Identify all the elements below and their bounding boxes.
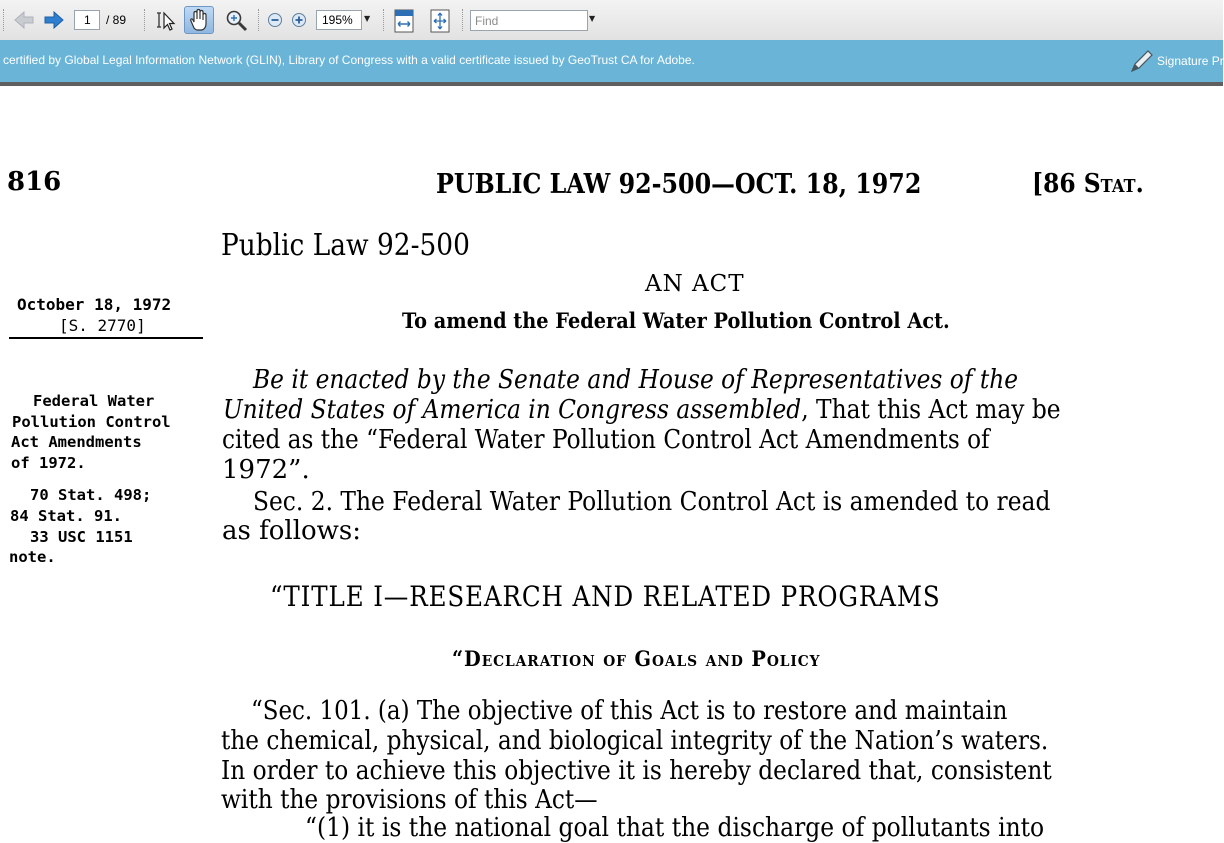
zoom-dropdown-arrow[interactable]: ▼	[364, 14, 371, 23]
law-title: Public Law 92-500	[221, 228, 470, 263]
separator	[144, 9, 147, 31]
section-101-line: In order to achieve this objective it is hereby declared that, consistent	[221, 756, 1052, 786]
section-101-line: with the provisions of this Act—	[221, 785, 598, 815]
margin-rule	[9, 337, 203, 339]
margin-bill-number: [S. 2770]	[59, 316, 146, 335]
enacting-clause-line: 1972”.	[222, 455, 310, 485]
zoom-out-icon	[266, 8, 284, 32]
toolbar	[0, 0, 1223, 41]
fit-width-button[interactable]	[392, 8, 416, 32]
signature-pen-icon[interactable]	[1128, 49, 1154, 78]
hand-icon	[185, 7, 213, 33]
zoom-level-input[interactable]: 195%	[316, 10, 362, 30]
page-total: / 89	[106, 13, 127, 27]
previous-page-button[interactable]	[12, 8, 36, 32]
fit-page-button[interactable]	[428, 8, 452, 32]
separator	[383, 9, 386, 31]
fit-width-icon	[392, 8, 416, 34]
margin-note-line: of 1972.	[11, 454, 86, 472]
section-2-line: as follows:	[222, 516, 362, 546]
marquee-zoom-button[interactable]	[224, 8, 250, 32]
fit-page-icon	[428, 8, 452, 34]
enacting-clause-line: Be it enacted by the Senate and House of Representatives of the	[253, 365, 1019, 395]
act-purpose: To amend the Federal Water Pollution Control Act.	[402, 308, 950, 333]
signature-panel-button[interactable]: Signature Pr	[1157, 54, 1224, 68]
act-heading: AN ACT	[645, 271, 745, 297]
margin-note-line: Act Amendments	[11, 433, 142, 451]
zoom-out-button[interactable]	[266, 8, 284, 32]
magnifier-icon	[224, 8, 250, 32]
statute-reference: [86 Stat.	[1032, 169, 1144, 199]
toolbar-grip	[3, 9, 6, 31]
margin-citation-line: 84 Stat. 91.	[10, 507, 122, 525]
section-101-line: “(1) it is the national goal that the discharge of pollutants into	[305, 813, 1045, 843]
margin-citation-line: 33 USC 1151	[30, 528, 133, 546]
signature-status-text: certified by Global Legal Information Network (GLIN), Library of Congress with a valid certificate issued by GeoTrust CA for Adobe.	[3, 53, 695, 67]
margin-note-line: Federal Water	[33, 392, 155, 410]
enacting-clause-line: cited as the “Federal Water Pollution Control Act Amendments of	[222, 425, 990, 455]
document-page	[0, 86, 1223, 843]
separator	[462, 9, 465, 31]
page-number: 816	[7, 167, 62, 197]
margin-citation-line: note.	[9, 548, 56, 566]
declaration-heading: “Declaration of Goals and Policy	[452, 646, 821, 671]
zoom-in-button[interactable]	[290, 8, 308, 32]
separator	[258, 9, 261, 31]
running-head: PUBLIC LAW 92-500—OCT. 18, 1972	[436, 169, 922, 200]
find-input[interactable]: Find	[470, 10, 588, 31]
margin-note-line: Pollution Control	[12, 413, 171, 431]
enacting-clause-line	[223, 395, 1061, 425]
section-101-line: the chemical, physical, and biological integrity of the Nation’s waters.	[221, 726, 1049, 756]
section-101-line: “Sec. 101. (a) The objective of this Act is to restore and maintain	[251, 696, 1008, 726]
margin-citation-line: 70 Stat. 498;	[30, 486, 152, 504]
margin-date: October 18, 1972	[17, 295, 172, 314]
zoom-in-icon	[290, 8, 308, 32]
page-number-input[interactable]: 1	[74, 10, 100, 30]
title-heading: “TITLE I—RESEARCH AND RELATED PROGRAMS	[270, 580, 941, 613]
hand-tool-button[interactable]	[184, 6, 214, 34]
next-page-button[interactable]	[42, 8, 66, 32]
enacting-text: , That this Act may be	[801, 395, 1061, 425]
enacting-italic-text: United States of America in Congress assembled	[223, 395, 802, 425]
section-2-line: Sec. 2. The Federal Water Pollution Control Act is amended to read	[253, 487, 1051, 517]
select-tool-button[interactable]	[154, 8, 178, 32]
find-dropdown-arrow[interactable]: ▼	[589, 14, 596, 23]
signature-message-bar	[0, 40, 1223, 82]
